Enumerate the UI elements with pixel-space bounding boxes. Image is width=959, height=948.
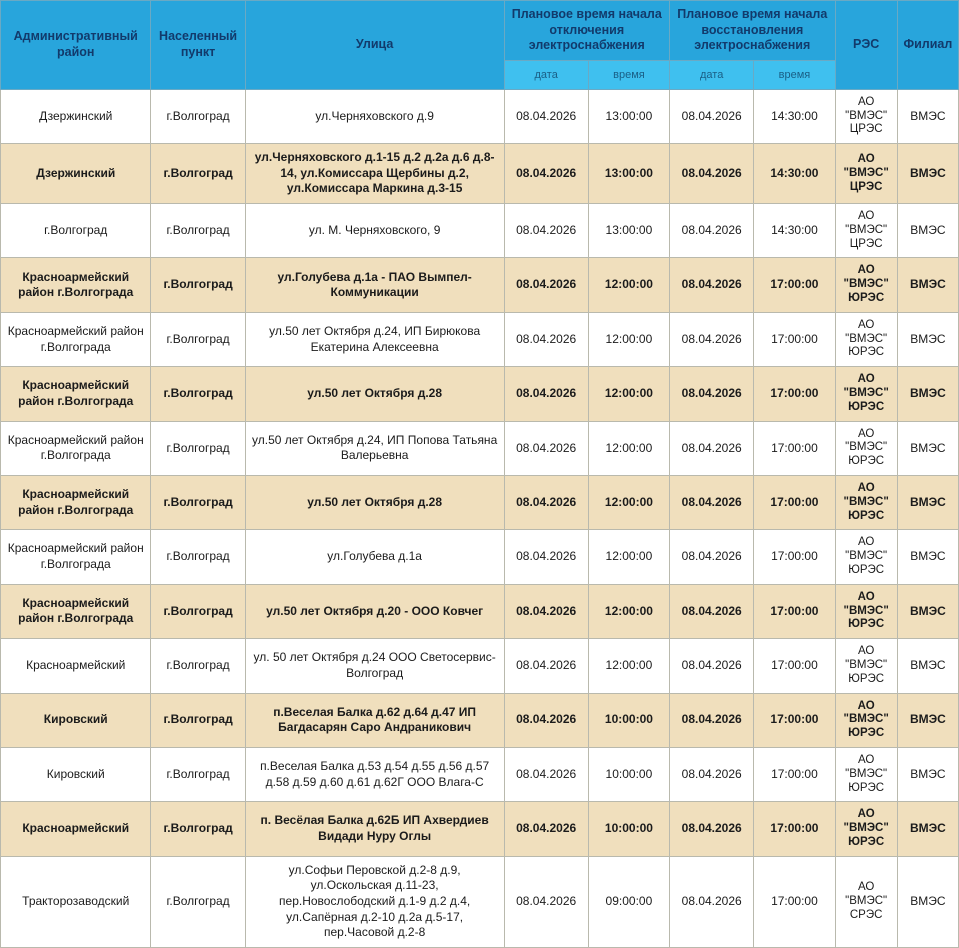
column-header-street: Улица xyxy=(245,1,504,90)
column-header-branch: Филиал xyxy=(897,1,958,90)
cell-street: ул.50 лет Октября д.24, ИП Попова Татьяна Валерьевна xyxy=(245,421,504,475)
cell-res: АО "ВМЭС" ЮРЭС xyxy=(835,584,897,638)
cell-off-time: 13:00:00 xyxy=(588,144,669,204)
cell-district: Красноармейский район г.Волгограда xyxy=(1,367,151,421)
table-row xyxy=(1,312,959,366)
cell-district: Красноармейский район г.Волгограда xyxy=(1,530,151,584)
cell-on-time: 17:00:00 xyxy=(754,802,835,856)
cell-on-date: 08.04.2026 xyxy=(670,747,754,801)
cell-off-time: 12:00:00 xyxy=(588,367,669,421)
cell-off-time: 12:00:00 xyxy=(588,476,669,530)
table-row xyxy=(1,747,959,801)
cell-off-date: 08.04.2026 xyxy=(504,693,588,747)
cell-settlement: г.Волгоград xyxy=(151,747,245,801)
cell-off-date: 08.04.2026 xyxy=(504,856,588,947)
cell-on-time: 17:00:00 xyxy=(754,584,835,638)
cell-district: Красноармейский район г.Волгограда xyxy=(1,476,151,530)
cell-res: АО "ВМЭС" ЮРЭС xyxy=(835,476,897,530)
cell-district: Дзержинский xyxy=(1,89,151,143)
cell-settlement: г.Волгоград xyxy=(151,204,245,258)
table-row xyxy=(1,421,959,475)
cell-on-date: 08.04.2026 xyxy=(670,312,754,366)
cell-settlement: г.Волгоград xyxy=(151,530,245,584)
table-row xyxy=(1,802,959,856)
cell-street: ул.50 лет Октября д.28 xyxy=(245,367,504,421)
cell-district: Красноармейский район г.Волгограда xyxy=(1,584,151,638)
cell-on-date: 08.04.2026 xyxy=(670,584,754,638)
table-row xyxy=(1,258,959,312)
cell-on-date: 08.04.2026 xyxy=(670,421,754,475)
cell-res: АО "ВМЭС" ЮРЭС xyxy=(835,693,897,747)
column-subheader-on-time: время xyxy=(754,60,835,89)
cell-branch: ВМЭС xyxy=(897,584,958,638)
cell-off-date: 08.04.2026 xyxy=(504,639,588,693)
cell-district: Кировский xyxy=(1,747,151,801)
table-row xyxy=(1,476,959,530)
cell-res: АО "ВМЭС" ЦРЭС xyxy=(835,89,897,143)
cell-on-time: 17:00:00 xyxy=(754,312,835,366)
cell-res: АО "ВМЭС" ЦРЭС xyxy=(835,144,897,204)
cell-branch: ВМЭС xyxy=(897,530,958,584)
cell-settlement: г.Волгоград xyxy=(151,312,245,366)
table-row xyxy=(1,89,959,143)
cell-settlement: г.Волгоград xyxy=(151,144,245,204)
column-header-settlement: Населенный пункт xyxy=(151,1,245,90)
cell-branch: ВМЭС xyxy=(897,258,958,312)
cell-res: АО "ВМЭС" ЮРЭС xyxy=(835,639,897,693)
cell-district: Дзержинский xyxy=(1,144,151,204)
cell-on-time: 14:30:00 xyxy=(754,144,835,204)
table-row xyxy=(1,693,959,747)
table-row xyxy=(1,856,959,947)
cell-off-date: 08.04.2026 xyxy=(504,144,588,204)
cell-on-date: 08.04.2026 xyxy=(670,530,754,584)
cell-res: АО "ВМЭС" ЮРЭС xyxy=(835,312,897,366)
cell-street: п. Весёлая Балка д.62Б ИП Ахвердиев Видади Нуру Оглы xyxy=(245,802,504,856)
cell-off-time: 12:00:00 xyxy=(588,421,669,475)
cell-branch: ВМЭС xyxy=(897,312,958,366)
cell-branch: ВМЭС xyxy=(897,856,958,947)
cell-res: АО "ВМЭС" СРЭС xyxy=(835,856,897,947)
column-subheader-on-date: дата xyxy=(670,60,754,89)
cell-off-time: 12:00:00 xyxy=(588,530,669,584)
cell-branch: ВМЭС xyxy=(897,693,958,747)
cell-district: Красноармейский район г.Волгограда xyxy=(1,421,151,475)
cell-off-time: 09:00:00 xyxy=(588,856,669,947)
cell-on-date: 08.04.2026 xyxy=(670,802,754,856)
cell-street: ул.50 лет Октября д.24, ИП Бирюкова Екатерина Алексеевна xyxy=(245,312,504,366)
cell-off-time: 13:00:00 xyxy=(588,204,669,258)
cell-on-time: 17:00:00 xyxy=(754,747,835,801)
cell-street: ул.Черняховского д.9 xyxy=(245,89,504,143)
column-header-district: Административный район xyxy=(1,1,151,90)
cell-res: АО "ВМЭС" ЮРЭС xyxy=(835,530,897,584)
cell-street: п.Веселая Балка д.62 д.64 д.47 ИП Багдасарян Саро Андраникович xyxy=(245,693,504,747)
cell-off-date: 08.04.2026 xyxy=(504,530,588,584)
cell-settlement: г.Волгоград xyxy=(151,856,245,947)
cell-on-date: 08.04.2026 xyxy=(670,476,754,530)
cell-off-time: 10:00:00 xyxy=(588,802,669,856)
cell-off-date: 08.04.2026 xyxy=(504,476,588,530)
table-header xyxy=(1,1,959,90)
cell-off-time: 12:00:00 xyxy=(588,258,669,312)
cell-on-time: 17:00:00 xyxy=(754,530,835,584)
table-header-row-main xyxy=(1,1,959,61)
cell-street: ул.50 лет Октября д.20 - ООО Ковчег xyxy=(245,584,504,638)
cell-settlement: г.Волгоград xyxy=(151,89,245,143)
cell-off-time: 12:00:00 xyxy=(588,639,669,693)
cell-off-date: 08.04.2026 xyxy=(504,747,588,801)
cell-branch: ВМЭС xyxy=(897,639,958,693)
cell-res: АО "ВМЭС" ЮРЭС xyxy=(835,367,897,421)
cell-res: АО "ВМЭС" ЮРЭС xyxy=(835,421,897,475)
cell-on-time: 17:00:00 xyxy=(754,856,835,947)
cell-district: Красноармейский xyxy=(1,639,151,693)
cell-branch: ВМЭС xyxy=(897,802,958,856)
cell-settlement: г.Волгоград xyxy=(151,802,245,856)
cell-branch: ВМЭС xyxy=(897,747,958,801)
cell-street: ул. 50 лет Октября д.24 ООО Светосервис-Волгоград xyxy=(245,639,504,693)
cell-on-date: 08.04.2026 xyxy=(670,89,754,143)
cell-on-date: 08.04.2026 xyxy=(670,204,754,258)
cell-branch: ВМЭС xyxy=(897,367,958,421)
cell-on-time: 14:30:00 xyxy=(754,204,835,258)
cell-street: п.Веселая Балка д.53 д.54 д.55 д.56 д.57 д.58 д.59 д.60 д.61 д.62Г ООО Влага-С xyxy=(245,747,504,801)
column-header-planned-off: Плановое время начала отключения электроснабжения xyxy=(504,1,670,61)
cell-off-date: 08.04.2026 xyxy=(504,584,588,638)
cell-district: Кировский xyxy=(1,693,151,747)
column-subheader-off-time: время xyxy=(588,60,669,89)
cell-on-time: 17:00:00 xyxy=(754,639,835,693)
cell-off-time: 12:00:00 xyxy=(588,584,669,638)
cell-street: ул. М. Черняховского, 9 xyxy=(245,204,504,258)
cell-on-date: 08.04.2026 xyxy=(670,258,754,312)
cell-branch: ВМЭС xyxy=(897,204,958,258)
cell-off-date: 08.04.2026 xyxy=(504,802,588,856)
cell-res: АО "ВМЭС" ЮРЭС xyxy=(835,802,897,856)
cell-settlement: г.Волгоград xyxy=(151,693,245,747)
cell-on-date: 08.04.2026 xyxy=(670,639,754,693)
cell-district: Красноармейский район г.Волгограда xyxy=(1,258,151,312)
cell-off-time: 10:00:00 xyxy=(588,693,669,747)
cell-branch: ВМЭС xyxy=(897,421,958,475)
cell-off-date: 08.04.2026 xyxy=(504,204,588,258)
cell-res: АО "ВМЭС" ЮРЭС xyxy=(835,258,897,312)
cell-on-time: 17:00:00 xyxy=(754,258,835,312)
cell-district: Красноармейский xyxy=(1,802,151,856)
cell-on-date: 08.04.2026 xyxy=(670,367,754,421)
cell-settlement: г.Волгоград xyxy=(151,421,245,475)
cell-district: г.Волгоград xyxy=(1,204,151,258)
column-header-planned-on: Плановое время начала восстановления электроснабжения xyxy=(670,1,836,61)
cell-on-time: 14:30:00 xyxy=(754,89,835,143)
cell-settlement: г.Волгоград xyxy=(151,584,245,638)
cell-on-time: 17:00:00 xyxy=(754,367,835,421)
cell-on-date: 08.04.2026 xyxy=(670,144,754,204)
table-row xyxy=(1,204,959,258)
cell-branch: ВМЭС xyxy=(897,144,958,204)
cell-on-time: 17:00:00 xyxy=(754,421,835,475)
column-header-res: РЭС xyxy=(835,1,897,90)
cell-settlement: г.Волгоград xyxy=(151,639,245,693)
cell-off-time: 13:00:00 xyxy=(588,89,669,143)
table-body xyxy=(1,89,959,947)
cell-on-time: 17:00:00 xyxy=(754,693,835,747)
cell-off-date: 08.04.2026 xyxy=(504,312,588,366)
cell-off-date: 08.04.2026 xyxy=(504,367,588,421)
cell-district: Красноармейский район г.Волгограда xyxy=(1,312,151,366)
cell-on-date: 08.04.2026 xyxy=(670,856,754,947)
cell-res: АО "ВМЭС" ЮРЭС xyxy=(835,747,897,801)
table-row xyxy=(1,639,959,693)
cell-off-date: 08.04.2026 xyxy=(504,89,588,143)
cell-street: ул.50 лет Октября д.28 xyxy=(245,476,504,530)
cell-off-date: 08.04.2026 xyxy=(504,421,588,475)
cell-off-time: 12:00:00 xyxy=(588,312,669,366)
cell-branch: ВМЭС xyxy=(897,89,958,143)
cell-street: ул.Голубева д.1а xyxy=(245,530,504,584)
column-subheader-off-date: дата xyxy=(504,60,588,89)
cell-street: ул.Голубева д.1а - ПАО Вымпел-Коммуникации xyxy=(245,258,504,312)
table-row xyxy=(1,530,959,584)
cell-res: АО "ВМЭС" ЦРЭС xyxy=(835,204,897,258)
cell-settlement: г.Волгоград xyxy=(151,367,245,421)
table-row xyxy=(1,584,959,638)
cell-off-date: 08.04.2026 xyxy=(504,258,588,312)
cell-street: ул.Софьи Перовской д.2-8 д.9, ул.Оскольская д.11-23, пер.Новослободский д.1-9 д.2 д.4, ул.Сапёрная д.2-10 д.2а д.5-17, пер.Часовой д.2-8 xyxy=(245,856,504,947)
cell-on-date: 08.04.2026 xyxy=(670,693,754,747)
cell-settlement: г.Волгоград xyxy=(151,476,245,530)
table-row xyxy=(1,144,959,204)
cell-branch: ВМЭС xyxy=(897,476,958,530)
cell-on-time: 17:00:00 xyxy=(754,476,835,530)
cell-settlement: г.Волгоград xyxy=(151,258,245,312)
cell-street: ул.Черняховского д.1-15 д.2 д.2а д.6 д.8-14, ул.Комиссара Щербины д.2, ул.Комиссара Маркина д.3-15 xyxy=(245,144,504,204)
cell-district: Тракторозаводский xyxy=(1,856,151,947)
table-row xyxy=(1,367,959,421)
cell-off-time: 10:00:00 xyxy=(588,747,669,801)
